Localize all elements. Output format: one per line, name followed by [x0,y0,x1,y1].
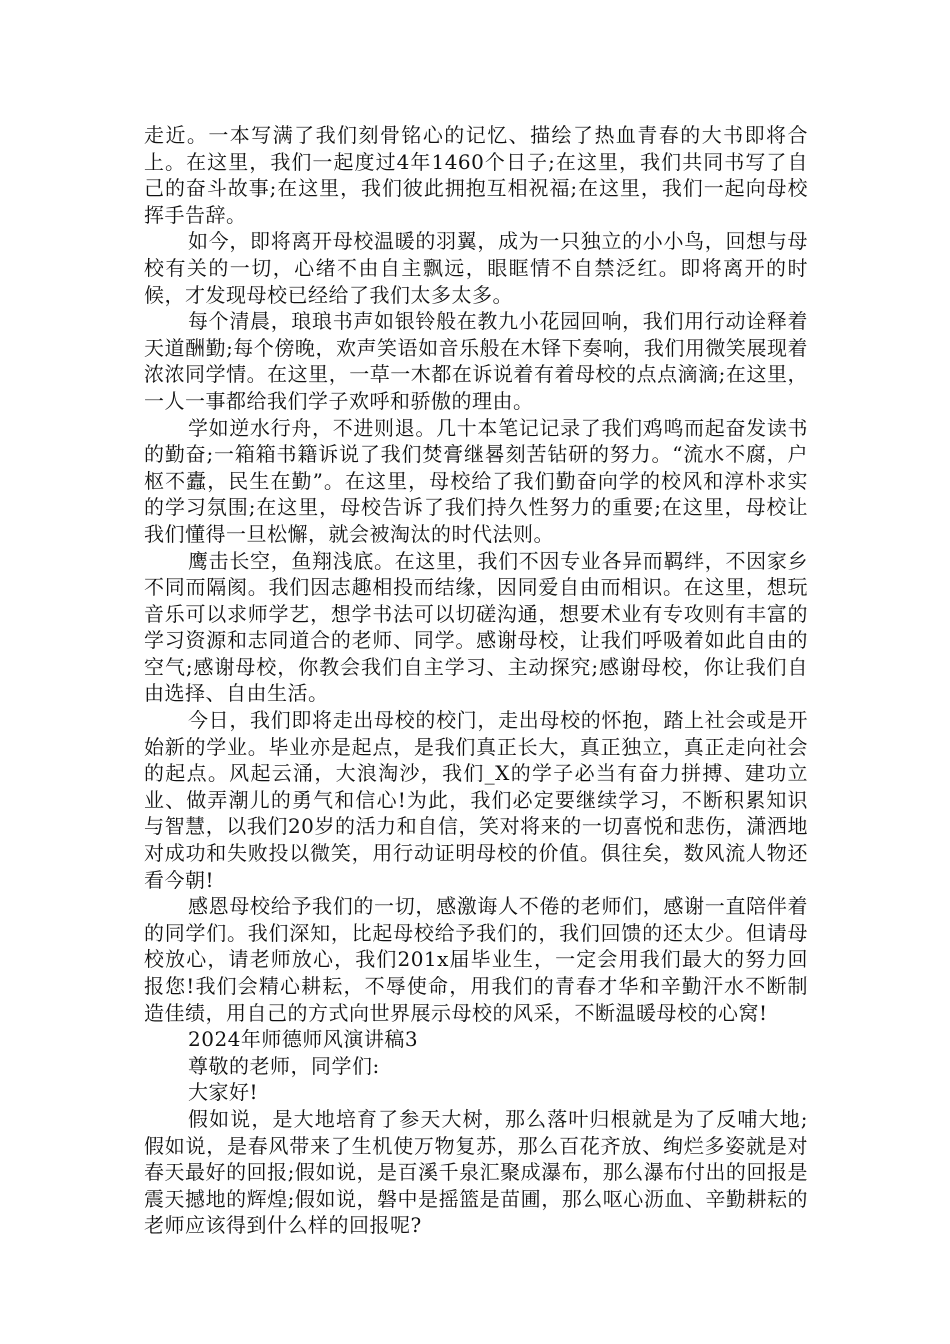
paragraph-7: 感恩母校给予我们的一切，感激诲人不倦的老师们，感谢一直陪伴着的同学们。我们深知，比起母校给予我们的，我们回馈的还太少。但请母校放心，请老师放心，我们201x届毕业生，一定会用我们最大的努力回报您!我们会精心耕耘，不辱使命，用我们的青春才华和辛勤汗水不断制造佳绩，用自己的方式向世界展示母校的风采，不断温暖母校的心窝! [144,894,808,1025]
paragraph-6: 今日，我们即将走出母校的校门，走出母校的怀抱，踏上社会或是开始新的学业。毕业亦是起点，是我们真正长大，真正独立，真正走向社会的起点。风起云涌，大浪淘沙，我们_X的学子必当有奋力拼搏、建功立业、做弄潮儿的勇气和信心!为此，我们必定要继续学习，不断积累知识与智慧，以我们20岁的活力和自信，笑对将来的一切喜悦和悲伤，潇洒地对成功和失败投以微笑，用行动证明母校的价值。俱往矣，数风流人物还看今朝! [144,708,808,892]
greeting: 大家好! [188,1080,259,1105]
salutation: 尊敬的老师，同学们: [188,1053,380,1078]
paragraph-8: 假如说，是大地培育了参天大树，那么落叶归根就是为了反哺大地;假如说，是春风带来了生机使万物复苏，那么百花齐放、绚烂多姿就是对春天最好的回报;假如说，是百溪千泉汇聚成瀑布，那么瀑布付出的回报是震天撼地的辉煌;假如说，磐中是摇篮是苗圃，那么呕心沥血、辛勤耕耘的老师应该得到什么样的回报呢? [144,1106,808,1238]
paragraph-5: 鹰击长空，鱼翔浅底。在这里，我们不因专业各异而羁绊，不因家乡不同而隔阂。我们因志趣相投而结缘，因同爱自由而相识。在这里，想玩音乐可以求师学艺，想学书法可以切磋沟通，想要术业有专攻则有丰富的学习资源和志同道合的老师、同学。感谢母校，让我们呼吸着如此自由的空气;感谢母校，你教会我们自主学习、主动探究;感谢母校，你让我们自由选择、自由生活。 [144,548,808,706]
paragraph-1: 走近。一本写满了我们刻骨铭心的记忆、描绘了热血青春的大书即将合上。在这里，我们一起度过4年1460个日子;在这里，我们共同书写了自己的奋斗故事;在这里，我们彼此拥抱互相祝福;在这里，我们一起向母校挥手告辞。 [144,123,808,227]
paragraph-3: 每个清晨，琅琅书声如银铃般在教九小花园回响，我们用行动诠释着天道酬勤;每个傍晚，欢声笑语如音乐般在木铎下奏响，我们用微笑展现着浓浓同学情。在这里，一草一木都在诉说着有着母校的点点滴滴;在这里，一人一事都给我们学子欢呼和骄傲的理由。 [144,309,808,413]
document-body [144,122,808,1239]
paragraph-2: 如今，即将离开母校温暖的羽翼，成为一只独立的小小鸟，回想与母校有关的一切，心绪不由自主飘远，眼眶情不自禁泛红。即将离开的时候，才发现母校已经给了我们太多太多。 [144,229,808,307]
section-heading: 2024年师德师风演讲稿3 [188,1027,419,1052]
paragraph-4: 学如逆水行舟，不进则退。几十本笔记记录了我们鸡鸣而起奋发读书的勤奋;一箱箱书籍诉说了我们焚膏继晷刻苦钻研的努力。“流水不腐，户枢不蠹，民生在勤”。在这里，母校给了我们勤奋向学的校风和淳朴求实的学习氛围;在这里，母校告诉了我们持久性努力的重要;在这里，母校让我们懂得一旦松懈，就会被淘汰的时代法则。 [144,415,808,546]
